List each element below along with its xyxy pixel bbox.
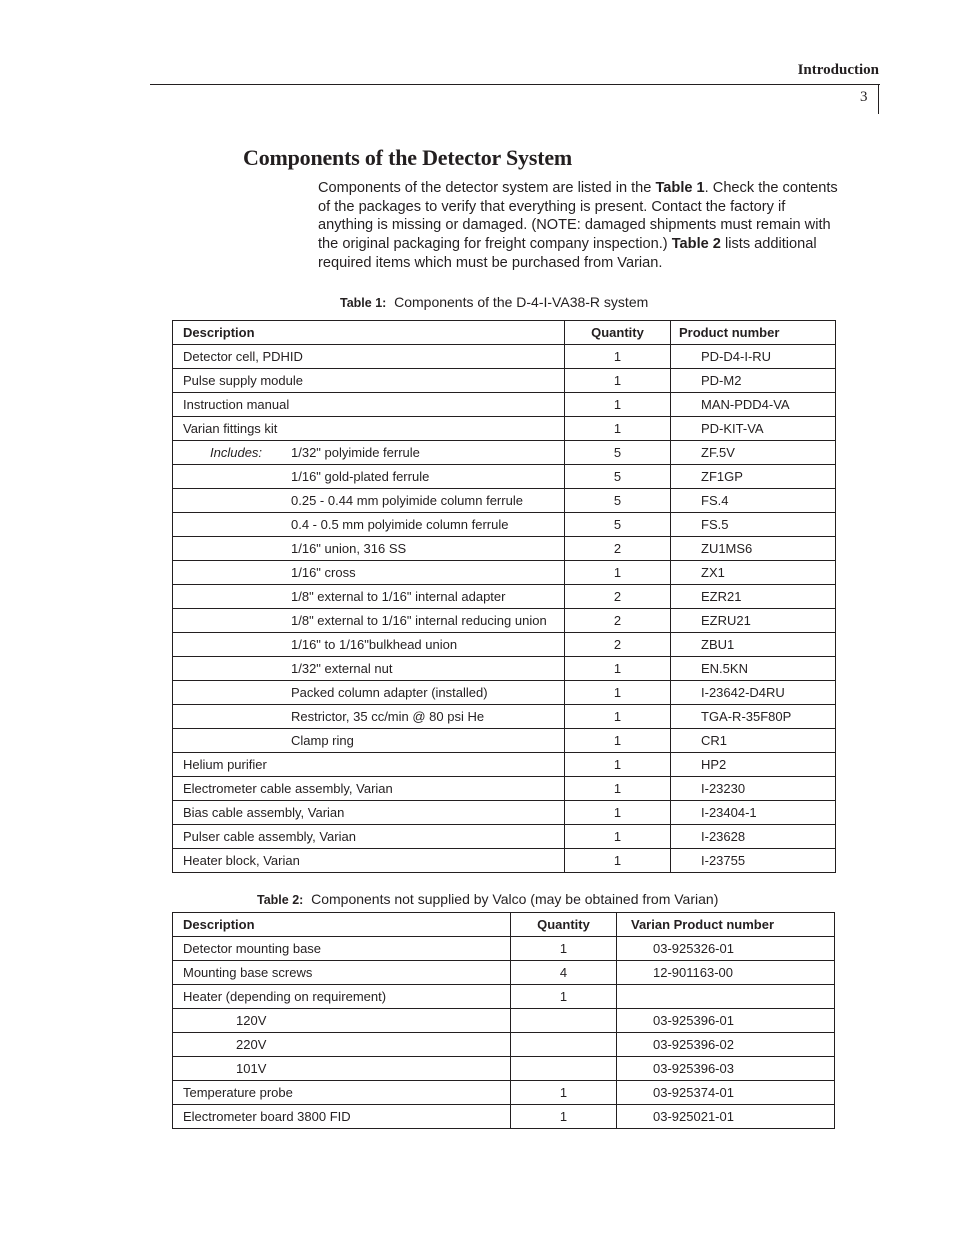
row-product-number: MAN-PDD4-VA bbox=[671, 393, 836, 417]
row-description-text: 1/8" external to 1/16" internal adapter bbox=[291, 589, 506, 604]
table2-reference: Table 2 bbox=[671, 236, 721, 253]
table-row bbox=[173, 681, 836, 705]
row-description: Heater (depending on requirement) bbox=[173, 985, 511, 1009]
row-description bbox=[173, 705, 565, 729]
row-quantity bbox=[511, 1009, 617, 1033]
table1-header-quantity: Quantity bbox=[565, 321, 671, 345]
table-row bbox=[173, 777, 836, 801]
row-quantity: 2 bbox=[565, 537, 671, 561]
row-product-number: 03-925326-01 bbox=[617, 937, 835, 961]
row-description-text: 0.25 - 0.44 mm polyimide column ferrule bbox=[291, 493, 523, 508]
row-quantity: 1 bbox=[565, 729, 671, 753]
table-row bbox=[173, 393, 836, 417]
row-product-number: 03-925396-03 bbox=[617, 1057, 835, 1081]
row-product-number: ZF.5V bbox=[671, 441, 836, 465]
table1-header-description: Description bbox=[173, 321, 565, 345]
row-quantity bbox=[511, 1057, 617, 1081]
row-description: Temperature probe bbox=[173, 1081, 511, 1105]
row-description: Instruction manual bbox=[173, 393, 565, 417]
row-product-number: HP2 bbox=[671, 753, 836, 777]
row-product-number: PD-M2 bbox=[671, 369, 836, 393]
table-row bbox=[173, 465, 836, 489]
row-description-text: Restrictor, 35 cc/min @ 80 psi He bbox=[291, 709, 485, 724]
table1-header-product-number: Product number bbox=[671, 321, 836, 345]
row-quantity: 1 bbox=[511, 1081, 617, 1105]
row-description: Bias cable assembly, Varian bbox=[173, 801, 565, 825]
page-number: 3 bbox=[860, 89, 868, 105]
row-product-number bbox=[617, 985, 835, 1009]
table-row bbox=[173, 441, 836, 465]
row-description: Heater block, Varian bbox=[173, 849, 565, 873]
row-description bbox=[173, 489, 565, 513]
row-description bbox=[173, 657, 565, 681]
row-quantity: 1 bbox=[565, 417, 671, 441]
row-product-number: ZU1MS6 bbox=[671, 537, 836, 561]
row-description bbox=[173, 633, 565, 657]
row-description bbox=[173, 1033, 511, 1057]
row-product-number: 12-901163-00 bbox=[617, 961, 835, 985]
table-row bbox=[173, 345, 836, 369]
row-description-text: Packed column adapter (installed) bbox=[291, 685, 488, 700]
table2-caption-label: Table 2: bbox=[257, 893, 304, 907]
table-row bbox=[173, 369, 836, 393]
row-quantity: 1 bbox=[565, 345, 671, 369]
table1-reference: Table 1 bbox=[655, 180, 705, 196]
row-description bbox=[173, 513, 565, 537]
row-quantity: 1 bbox=[565, 561, 671, 585]
includes-label: Includes: bbox=[210, 445, 263, 460]
row-description: Electrometer board 3800 FID bbox=[173, 1105, 511, 1129]
table-row bbox=[173, 585, 836, 609]
row-quantity: 1 bbox=[511, 937, 617, 961]
row-product-number: PD-D4-I-RU bbox=[671, 345, 836, 369]
row-description: Varian fittings kit bbox=[173, 417, 565, 441]
table1 bbox=[172, 320, 836, 873]
table-row bbox=[173, 961, 835, 985]
row-product-number: EZRU21 bbox=[671, 609, 836, 633]
row-quantity: 1 bbox=[565, 849, 671, 873]
row-product-number: I-23230 bbox=[671, 777, 836, 801]
row-description bbox=[173, 561, 565, 585]
row-quantity: 5 bbox=[565, 489, 671, 513]
table2-header-varian-product-number: Varian Product number bbox=[617, 913, 835, 937]
intro-text-3: lists additional required items which must be purchased from Varian. bbox=[318, 236, 817, 271]
table-row bbox=[173, 985, 835, 1009]
header-rule bbox=[150, 84, 880, 85]
row-product-number: TGA-R-35F80P bbox=[671, 705, 836, 729]
row-quantity: 1 bbox=[565, 801, 671, 825]
row-description-text: 1/32" polyimide ferrule bbox=[291, 445, 420, 460]
row-description bbox=[173, 609, 565, 633]
row-product-number: I-23642-D4RU bbox=[671, 681, 836, 705]
row-description bbox=[173, 585, 565, 609]
table1-caption-label: Table 1: bbox=[340, 296, 387, 310]
table-row bbox=[173, 825, 836, 849]
row-description: Pulser cable assembly, Varian bbox=[173, 825, 565, 849]
row-product-number: FS.5 bbox=[671, 513, 836, 537]
row-product-number: 03-925021-01 bbox=[617, 1105, 835, 1129]
table2 bbox=[172, 912, 835, 1129]
row-description-text: 1/16" to 1/16"bulkhead union bbox=[291, 637, 458, 652]
row-description: Mounting base screws bbox=[173, 961, 511, 985]
row-description-text: 220V bbox=[236, 1037, 267, 1052]
row-description-text: 1/16" union, 316 SS bbox=[291, 541, 407, 556]
table-row bbox=[173, 561, 836, 585]
row-quantity: 1 bbox=[565, 825, 671, 849]
row-product-number: I-23755 bbox=[671, 849, 836, 873]
row-quantity: 1 bbox=[565, 657, 671, 681]
table-row bbox=[173, 417, 836, 441]
row-product-number: ZBU1 bbox=[671, 633, 836, 657]
row-quantity: 2 bbox=[565, 633, 671, 657]
row-product-number: EZR21 bbox=[671, 585, 836, 609]
row-description-text: 1/16" cross bbox=[291, 565, 356, 580]
row-quantity: 5 bbox=[565, 441, 671, 465]
row-product-number: 03-925374-01 bbox=[617, 1081, 835, 1105]
row-product-number: I-23404-1 bbox=[671, 801, 836, 825]
table2-header-description: Description bbox=[173, 913, 511, 937]
row-description-text: 101V bbox=[236, 1061, 267, 1076]
table2-header-row bbox=[173, 913, 835, 937]
row-quantity: 2 bbox=[565, 609, 671, 633]
row-quantity: 1 bbox=[565, 705, 671, 729]
row-description bbox=[173, 1009, 511, 1033]
row-quantity: 1 bbox=[565, 681, 671, 705]
row-description: Helium purifier bbox=[173, 753, 565, 777]
table-row bbox=[173, 729, 836, 753]
row-description bbox=[173, 1057, 511, 1081]
row-quantity: 5 bbox=[565, 513, 671, 537]
table-row bbox=[173, 1105, 835, 1129]
table-row bbox=[173, 1057, 835, 1081]
row-quantity: 1 bbox=[565, 369, 671, 393]
row-description-text: 1/32" external nut bbox=[291, 661, 393, 676]
intro-text-2: . Check the contents of the packages to verify that everything is present. Contact the factory if anything is missing or damaged. (NOTE: damaged shipments must remain with the original packaging for freight company inspection.) bbox=[318, 180, 838, 253]
table1-caption-text: Components of the D-4-I-VA38-R system bbox=[394, 294, 649, 310]
row-description: Electrometer cable assembly, Varian bbox=[173, 777, 565, 801]
table-row bbox=[173, 657, 836, 681]
row-description-text: Clamp ring bbox=[291, 733, 354, 748]
row-description-text: 1/8" external to 1/16" internal reducing union bbox=[291, 613, 547, 628]
table-row bbox=[173, 705, 836, 729]
row-product-number: ZX1 bbox=[671, 561, 836, 585]
table-row bbox=[173, 609, 836, 633]
table-row bbox=[173, 1009, 835, 1033]
row-quantity: 1 bbox=[511, 1105, 617, 1129]
row-quantity: 1 bbox=[511, 985, 617, 1009]
row-product-number: ZF1GP bbox=[671, 465, 836, 489]
table-row bbox=[173, 801, 836, 825]
row-description-text: 1/16" gold-plated ferrule bbox=[291, 469, 430, 484]
table-row bbox=[173, 633, 836, 657]
row-description bbox=[173, 729, 565, 753]
row-product-number: I-23628 bbox=[671, 825, 836, 849]
row-description-text: 120V bbox=[236, 1013, 267, 1028]
intro-paragraph bbox=[318, 179, 843, 273]
header-vertical-rule bbox=[878, 84, 879, 114]
running-head: Introduction bbox=[797, 62, 879, 78]
row-description bbox=[173, 465, 565, 489]
row-product-number: CR1 bbox=[671, 729, 836, 753]
row-description-text: 0.4 - 0.5 mm polyimide column ferrule bbox=[291, 517, 509, 532]
table-row bbox=[173, 489, 836, 513]
table-row bbox=[173, 937, 835, 961]
row-description bbox=[173, 537, 565, 561]
table-row bbox=[173, 1081, 835, 1105]
section-title: Components of the Detector System bbox=[243, 145, 573, 170]
row-product-number: EN.5KN bbox=[671, 657, 836, 681]
table2-caption bbox=[257, 891, 718, 907]
row-product-number: PD-KIT-VA bbox=[671, 417, 836, 441]
row-quantity: 5 bbox=[565, 465, 671, 489]
row-description bbox=[173, 441, 565, 465]
table-row bbox=[173, 513, 836, 537]
table-row bbox=[173, 849, 836, 873]
row-description bbox=[173, 681, 565, 705]
row-description: Detector cell, PDHID bbox=[173, 345, 565, 369]
table-row bbox=[173, 753, 836, 777]
row-description: Pulse supply module bbox=[173, 369, 565, 393]
row-quantity: 1 bbox=[565, 753, 671, 777]
table-row bbox=[173, 1033, 835, 1057]
row-quantity: 1 bbox=[565, 393, 671, 417]
table1-caption bbox=[340, 294, 648, 310]
row-product-number: FS.4 bbox=[671, 489, 836, 513]
table1-header-row bbox=[173, 321, 836, 345]
table-row bbox=[173, 537, 836, 561]
row-quantity: 4 bbox=[511, 961, 617, 985]
row-quantity bbox=[511, 1033, 617, 1057]
row-quantity: 1 bbox=[565, 777, 671, 801]
row-quantity: 2 bbox=[565, 585, 671, 609]
row-description: Detector mounting base bbox=[173, 937, 511, 961]
intro-text-1: Components of the detector system are listed in the bbox=[318, 180, 656, 196]
table2-header-quantity: Quantity bbox=[511, 913, 617, 937]
row-product-number: 03-925396-02 bbox=[617, 1033, 835, 1057]
row-product-number: 03-925396-01 bbox=[617, 1009, 835, 1033]
table2-caption-text: Components not supplied by Valco (may be obtained from Varian) bbox=[311, 891, 719, 907]
